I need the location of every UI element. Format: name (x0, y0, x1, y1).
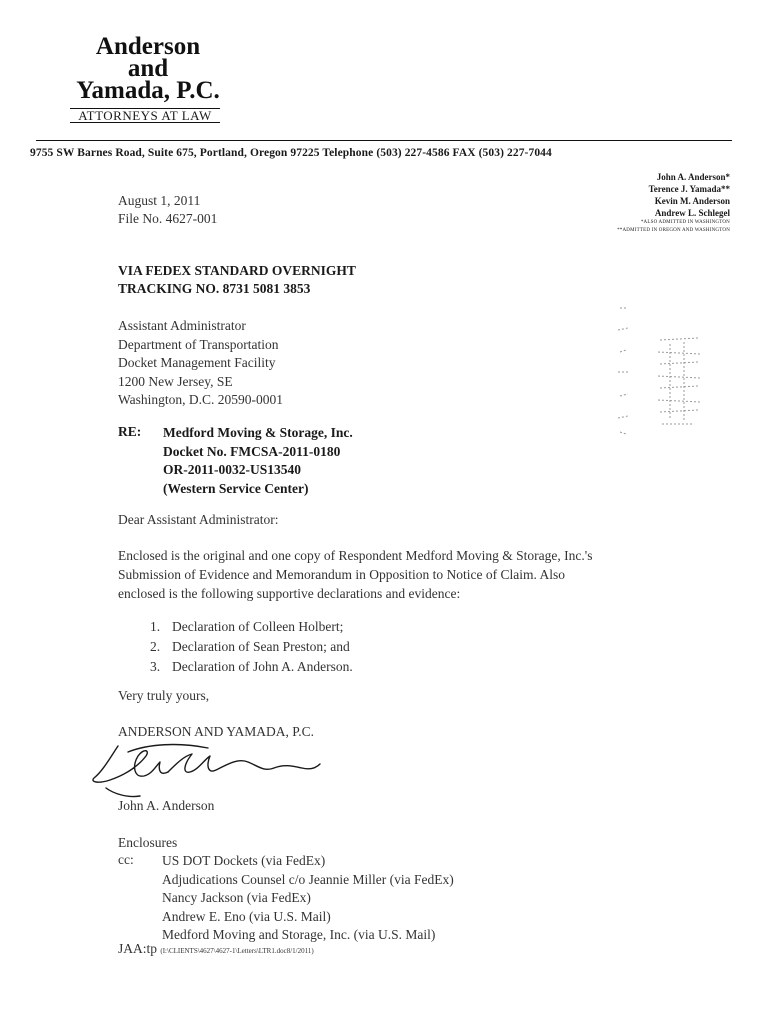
cc-recipient: Medford Moving and Storage, Inc. (via U.S. Mail) (162, 927, 436, 942)
firm-signature-line: ANDERSON AND YAMADA, P.C. (118, 724, 315, 739)
addressee-line: Docket Management Facility (118, 355, 276, 370)
letter-date: August 1, 2011 (118, 193, 201, 208)
re-line: Medford Moving & Storage, Inc. (163, 425, 353, 440)
delivery-block (118, 262, 356, 298)
list-item-text: Declaration of Colleen Holbert; (172, 619, 344, 634)
letterhead-divider (36, 140, 732, 141)
list-item-text: Declaration of Sean Preston; and (172, 639, 350, 654)
list-item-text: Declaration of John A. Anderson. (172, 659, 353, 674)
partner-name: Andrew L. Schlegel (654, 208, 730, 218)
addressee-line: Washington, D.C. 20590-0001 (118, 392, 284, 407)
re-line: (Western Service Center) (163, 480, 309, 496)
body-line: Enclosed is the original and one copy of Respondent Medford Moving & Storage, Inc.'s (118, 548, 593, 563)
list-item-number: 1. (150, 619, 161, 634)
list-item (150, 617, 353, 637)
cc-recipient: Adjudications Counsel c/o Jeannie Miller (via FedEx) (162, 871, 454, 887)
typist-initials: JAA:tp (118, 941, 158, 956)
firm-name-line1: Anderson (95, 33, 201, 60)
list-item (150, 657, 353, 677)
firm-name-line2: and (127, 55, 169, 82)
list-item-number: 2. (150, 639, 161, 654)
firm-name-line3: Yamada, P.C. (76, 77, 220, 104)
re-line: OR-2011-0032-US13540 (163, 462, 301, 477)
reference-line (118, 941, 314, 957)
list-item (150, 637, 353, 657)
re-line: Docket No. FMCSA-2011-0180 (163, 443, 341, 459)
cc-recipient: Andrew E. Eno (via U.S. Mail) (162, 908, 331, 924)
enclosure-list (150, 617, 353, 677)
body-line: enclosed is the following supportive declarations and evidence: (118, 586, 461, 601)
partner-name: Kevin M. Anderson (654, 196, 730, 206)
cc-label: cc: (118, 852, 134, 867)
addressee-line: Assistant Administrator (118, 318, 246, 333)
list-item-number: 3. (150, 659, 161, 674)
addressee-line: 1200 New Jersey, SE (118, 373, 233, 389)
addressee-block (118, 317, 283, 410)
salutation: Dear Assistant Administrator: (118, 512, 279, 527)
file-number: File No. 4627-001 (118, 211, 218, 226)
signer-name: John A. Anderson (118, 798, 215, 813)
firm-address-line: 9755 SW Barnes Road, Suite 675, Portland, Oregon 97225 Telephone (503) 227-4586 FAX (503) 227-7044 (30, 147, 552, 159)
cc-recipient: Nancy Jackson (via FedEx) (162, 890, 311, 905)
tracking-number: TRACKING NO. 8731 5081 3853 (118, 281, 311, 296)
body-paragraph (118, 546, 592, 603)
re-label: RE: (118, 424, 142, 439)
body-line: Submission of Evidence and Memorandum in Opposition to Notice of Claim. Also (118, 567, 565, 582)
delivery-method: VIA FEDEX STANDARD OVERNIGHT (118, 263, 356, 278)
cc-recipient: US DOT Dockets (via FedEx) (162, 853, 326, 868)
partner-note: **ADMITTED IN OREGON AND WASHINGTON (617, 228, 730, 233)
document-path: (I:\CLIENTS\4627\4627-1\Letters\LTR1.doc8/1/2011) (160, 947, 314, 955)
re-block (163, 424, 353, 498)
complimentary-close: Very truly yours, (118, 688, 210, 703)
firm-tagline: ATTORNEYS AT LAW (70, 108, 220, 123)
cc-list (162, 852, 454, 945)
partner-name: Terence J. Yamada** (648, 184, 730, 194)
date-block (118, 192, 217, 228)
received-stamp (612, 300, 708, 450)
addressee-line: Department of Transportation (118, 336, 279, 352)
partners-list (617, 171, 730, 235)
partner-note: *ALSO ADMITTED IN WASHINGTON (640, 220, 730, 225)
enclosures-label: Enclosures (118, 835, 178, 850)
firm-name (68, 33, 228, 104)
partner-name: John A. Anderson* (656, 172, 730, 182)
